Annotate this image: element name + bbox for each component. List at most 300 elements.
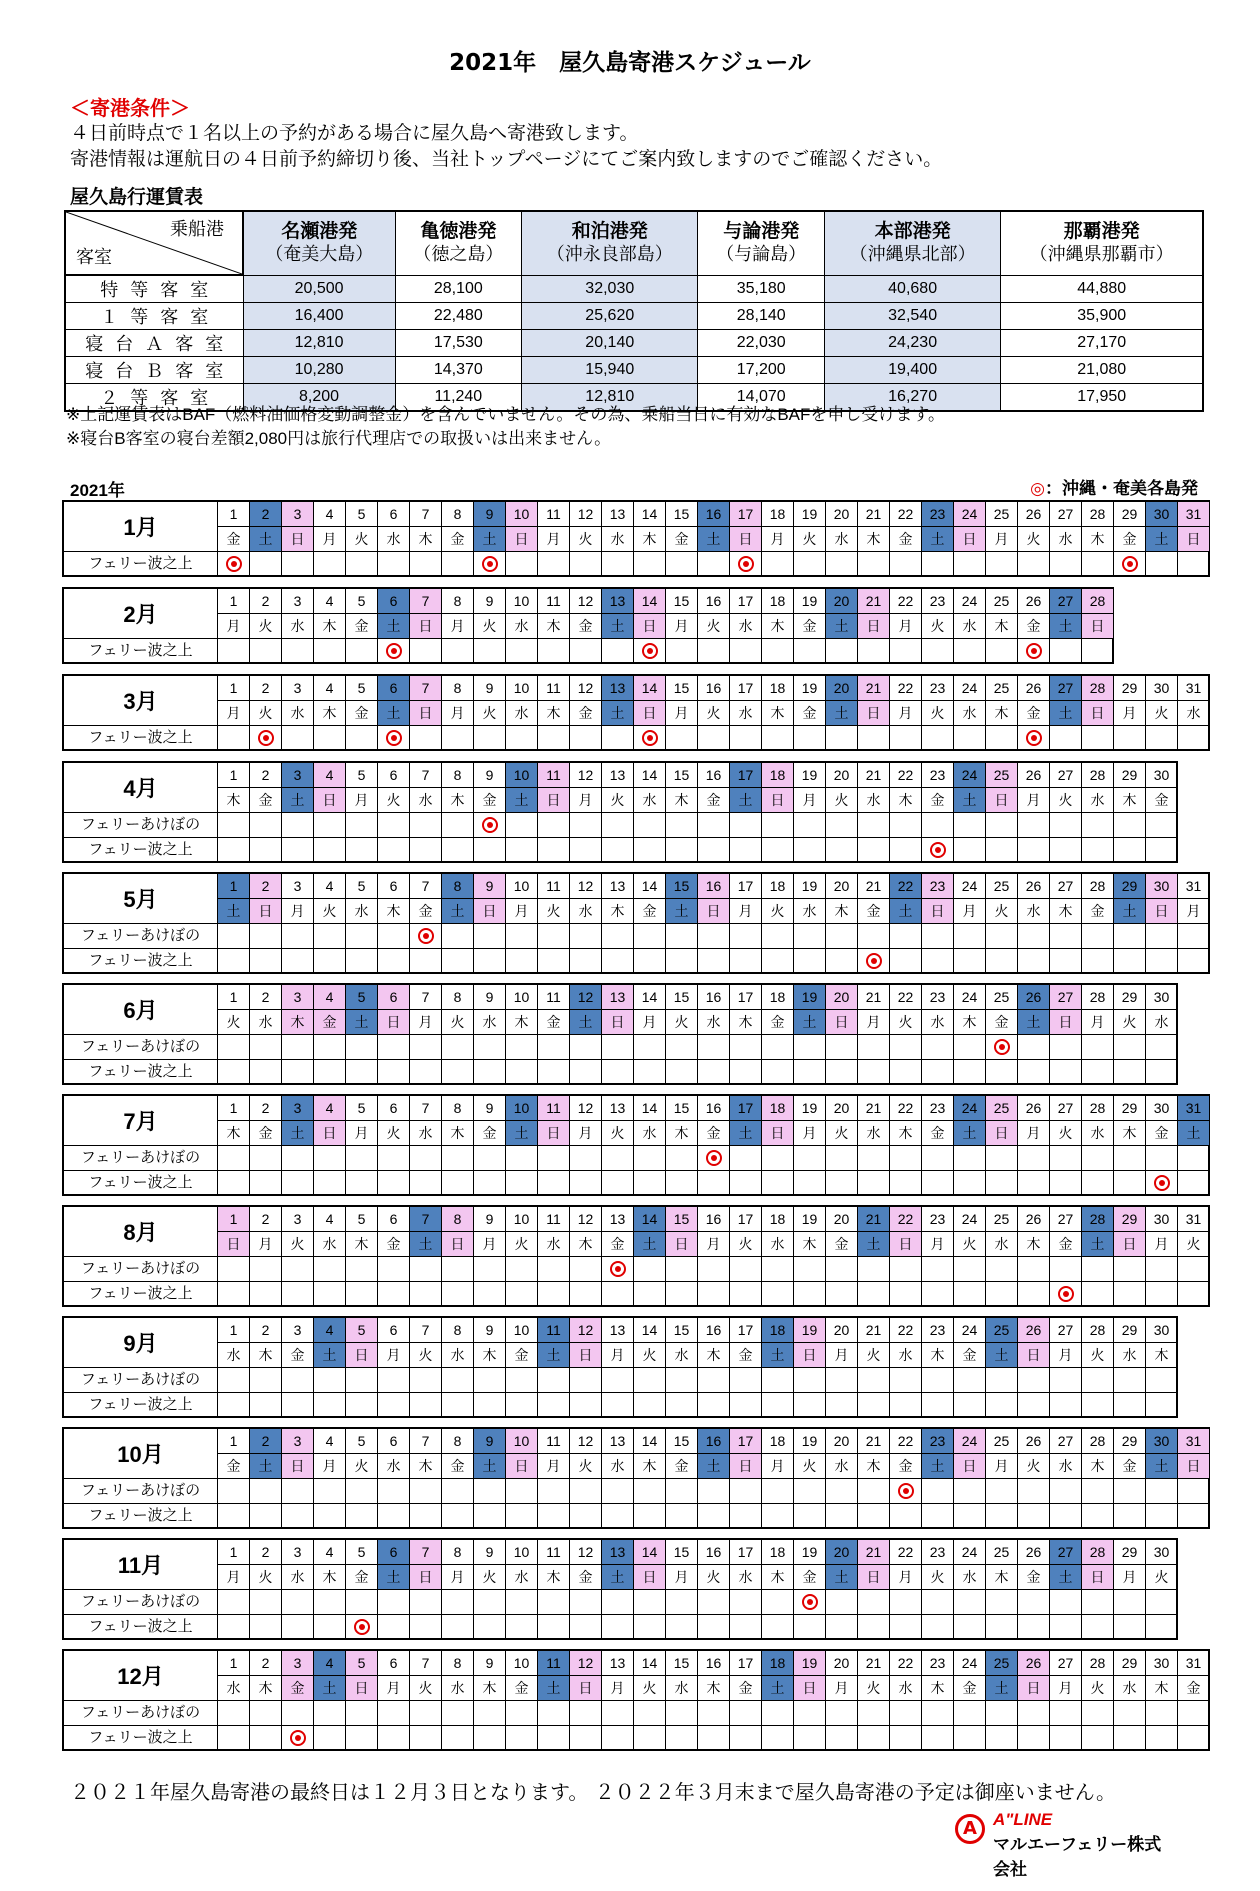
port-call-cell <box>922 1726 954 1751</box>
day-number: 19 <box>794 1651 826 1676</box>
weekday: 木 <box>442 1121 474 1146</box>
day-number: 9 <box>474 1096 506 1121</box>
day-number: 1 <box>218 676 250 701</box>
day-number: 1 <box>218 1429 250 1454</box>
weekday: 木 <box>762 701 794 726</box>
port-call-cell <box>794 1035 826 1060</box>
weekday: 土 <box>602 614 634 639</box>
weekday: 月 <box>474 1232 506 1257</box>
day-number: 26 <box>1018 1651 1050 1676</box>
weekday: 木 <box>1082 1454 1114 1479</box>
weekday: 水 <box>762 1232 794 1257</box>
weekday: 日 <box>634 614 666 639</box>
port-call-cell <box>666 1060 698 1085</box>
fare-cell: 14,070 <box>698 384 824 412</box>
day-number: 24 <box>954 589 986 614</box>
day-number: 25 <box>986 589 1018 614</box>
day-number: 14 <box>634 1096 666 1121</box>
port-call-cell <box>954 1504 986 1529</box>
day-number: 17 <box>730 676 762 701</box>
day-number: 16 <box>698 589 730 614</box>
weekday: 月 <box>1178 899 1210 924</box>
day-number: 27 <box>1050 1540 1082 1565</box>
weekday: 水 <box>1018 899 1050 924</box>
day-number: 23 <box>922 874 954 899</box>
port-call-cell <box>1082 813 1114 838</box>
port-call-cell <box>282 552 314 577</box>
port-call-cell <box>922 1282 954 1307</box>
day-number: 14 <box>634 1318 666 1343</box>
weekday: 土 <box>474 1454 506 1479</box>
day-number: 10 <box>506 1207 538 1232</box>
weekday: 木 <box>1146 1343 1178 1368</box>
company-name: マルエーフェリー株式会社 <box>993 1835 1162 1880</box>
weekday: 月 <box>634 1010 666 1035</box>
day-number: 8 <box>442 1651 474 1676</box>
weekday: 土 <box>698 527 730 552</box>
port-call-cell <box>1146 1282 1178 1307</box>
weekday: 土 <box>378 1565 410 1590</box>
weekday: 木 <box>890 788 922 813</box>
day-number: 17 <box>730 589 762 614</box>
port-call-cell <box>282 1590 314 1615</box>
day-number: 22 <box>890 1651 922 1676</box>
port-call-cell <box>858 1146 890 1171</box>
port-call-cell <box>826 1504 858 1529</box>
day-number: 20 <box>826 1540 858 1565</box>
port-call-cell <box>1082 726 1114 751</box>
port-call-cell <box>634 1615 666 1640</box>
port-call-cell <box>1178 726 1210 751</box>
day-number: 26 <box>1018 1318 1050 1343</box>
port-call-cell <box>314 1479 346 1504</box>
port-call-cell <box>506 1035 538 1060</box>
day-number: 6 <box>378 1540 410 1565</box>
port-call-cell <box>314 949 346 974</box>
port-call-cell <box>730 1257 762 1282</box>
schedule-legend: ◎：沖縄・奄美各島発 <box>1030 479 1198 499</box>
port-call-cell <box>378 1282 410 1307</box>
port-call-cell <box>282 1282 314 1307</box>
day-number: 21 <box>858 985 890 1010</box>
weekday: 金 <box>346 614 378 639</box>
day-number: 15 <box>666 1429 698 1454</box>
port-call-cell <box>602 1615 634 1640</box>
port-call-cell <box>666 1368 698 1393</box>
day-number: 19 <box>794 1318 826 1343</box>
day-number: 1 <box>218 874 250 899</box>
weekday: 土 <box>474 527 506 552</box>
day-number: 10 <box>506 763 538 788</box>
port-call-cell <box>762 639 794 664</box>
day-number: 22 <box>890 1540 922 1565</box>
port-call-mark-icon <box>1058 1286 1074 1302</box>
day-number: 24 <box>954 763 986 788</box>
port-call-cell <box>250 1726 282 1751</box>
day-number: 7 <box>410 874 442 899</box>
weekday: 月 <box>1082 1010 1114 1035</box>
port-call-cell <box>1146 1590 1178 1615</box>
port-call-cell <box>602 1146 634 1171</box>
port-call-cell <box>698 1590 730 1615</box>
port-call-cell <box>890 726 922 751</box>
port-call-cell <box>250 552 282 577</box>
weekday: 土 <box>442 899 474 924</box>
weekday: 火 <box>1018 1454 1050 1479</box>
port-call-cell <box>218 924 250 949</box>
port-call-cell <box>346 552 378 577</box>
port-call-cell <box>538 1393 570 1418</box>
day-number: 21 <box>858 1651 890 1676</box>
weekday: 土 <box>666 899 698 924</box>
port-call-cell <box>250 639 282 664</box>
port-call-cell <box>634 1171 666 1196</box>
port-call-cell <box>986 639 1018 664</box>
day-number: 18 <box>762 676 794 701</box>
port-call-cell <box>890 1726 922 1751</box>
weekday: 日 <box>1178 1454 1210 1479</box>
day-number: 13 <box>602 676 634 701</box>
weekday: 火 <box>570 527 602 552</box>
port-call-cell <box>250 1615 282 1640</box>
weekday: 火 <box>346 527 378 552</box>
port-call-cell <box>506 552 538 577</box>
port-call-cell <box>890 639 922 664</box>
day-number: 11 <box>538 1651 570 1676</box>
port-call-cell <box>762 726 794 751</box>
weekday: 火 <box>986 899 1018 924</box>
port-call-cell <box>218 1257 250 1282</box>
day-number: 29 <box>1114 1096 1146 1121</box>
day-number: 17 <box>730 763 762 788</box>
port-call-cell <box>762 552 794 577</box>
weekday: 水 <box>282 1565 314 1590</box>
port-call-cell <box>250 1060 282 1085</box>
port-call-cell <box>698 924 730 949</box>
day-number: 3 <box>282 502 314 527</box>
day-number: 12 <box>570 589 602 614</box>
port-call-cell <box>1082 1060 1114 1085</box>
weekday: 金 <box>1146 1121 1178 1146</box>
day-number: 19 <box>794 676 826 701</box>
port-call-cell <box>506 949 538 974</box>
port-call-cell <box>1050 1368 1082 1393</box>
day-number: 17 <box>730 502 762 527</box>
weekday: 土 <box>314 1343 346 1368</box>
day-number: 30 <box>1146 1651 1178 1676</box>
day-number: 30 <box>1146 874 1178 899</box>
legend-mark-icon: ◎ <box>1030 479 1045 499</box>
day-number: 13 <box>602 985 634 1010</box>
day-number: 13 <box>602 763 634 788</box>
port-call-cell <box>954 949 986 974</box>
weekday: 水 <box>506 614 538 639</box>
weekday: 木 <box>218 788 250 813</box>
port-call-cell <box>506 1368 538 1393</box>
port-call-cell <box>442 1701 474 1726</box>
day-number: 15 <box>666 763 698 788</box>
port-call-cell <box>346 1171 378 1196</box>
port-call-cell <box>986 1479 1018 1504</box>
port-call-cell <box>762 1257 794 1282</box>
port-call-cell <box>1178 1171 1210 1196</box>
day-number: 15 <box>666 1207 698 1232</box>
port-call-cell <box>954 1035 986 1060</box>
day-number: 5 <box>346 1096 378 1121</box>
day-number: 22 <box>890 1318 922 1343</box>
fare-cell: 28,140 <box>698 303 824 330</box>
weekday: 月 <box>1114 701 1146 726</box>
port-call-cell <box>218 1035 250 1060</box>
day-number: 20 <box>826 1429 858 1454</box>
port-call-cell <box>634 949 666 974</box>
day-number: 29 <box>1114 985 1146 1010</box>
weekday: 日 <box>410 701 442 726</box>
port-call-cell <box>762 813 794 838</box>
port-call-cell <box>890 924 922 949</box>
port-call-cell <box>378 1479 410 1504</box>
day-number: 13 <box>602 589 634 614</box>
port-call-cell <box>826 1393 858 1418</box>
port-call-mark-icon <box>258 730 274 746</box>
day-number: 25 <box>986 1096 1018 1121</box>
port-call-cell <box>378 1726 410 1751</box>
fare-note-baf: ※上記運賃表はBAF（燃料油価格変動調整金）を含んでいません。その為、乗船当日に有効なBAFを申し受けます。 <box>66 405 946 424</box>
weekday: 火 <box>698 1565 730 1590</box>
weekday: 木 <box>474 1676 506 1701</box>
weekday: 月 <box>986 527 1018 552</box>
port-call-cell <box>922 1393 954 1418</box>
day-number: 25 <box>986 763 1018 788</box>
port-header: 名瀬港発 （奄美大島） <box>243 211 395 275</box>
weekday: 日 <box>1018 1676 1050 1701</box>
day-number: 15 <box>666 1540 698 1565</box>
port-call-cell <box>1050 1257 1082 1282</box>
day-number: 2 <box>250 1429 282 1454</box>
port-call-cell <box>1114 1257 1146 1282</box>
port-call-cell <box>538 1615 570 1640</box>
weekday: 金 <box>538 1010 570 1035</box>
day-number: 23 <box>922 1318 954 1343</box>
weekday: 月 <box>762 527 794 552</box>
port-call-cell <box>986 552 1018 577</box>
port-call-cell <box>282 1146 314 1171</box>
port-call-cell <box>730 838 762 863</box>
port-call-cell <box>218 1726 250 1751</box>
port-call-cell <box>634 1257 666 1282</box>
port-call-cell <box>698 1368 730 1393</box>
weekday: 日 <box>954 1454 986 1479</box>
port-call-cell <box>474 1615 506 1640</box>
day-number: 20 <box>826 1096 858 1121</box>
day-number: 5 <box>346 763 378 788</box>
weekday: 水 <box>634 788 666 813</box>
port-call-cell <box>346 1504 378 1529</box>
weekday: 水 <box>218 1343 250 1368</box>
day-number: 12 <box>570 985 602 1010</box>
port-call-cell <box>282 1726 314 1751</box>
port-call-cell <box>410 1171 442 1196</box>
month-calendar <box>62 674 1210 751</box>
day-number: 7 <box>410 1429 442 1454</box>
day-number: 1 <box>218 763 250 788</box>
port-call-cell <box>1114 1035 1146 1060</box>
room-type: １等客室 <box>65 303 243 330</box>
ferry-name: フェリー波之上 <box>64 949 218 974</box>
fare-cell: 10,280 <box>243 357 395 384</box>
port-call-cell <box>1018 1504 1050 1529</box>
day-number: 12 <box>570 1207 602 1232</box>
weekday: 金 <box>250 788 282 813</box>
weekday: 木 <box>922 1343 954 1368</box>
weekday: 日 <box>986 1121 1018 1146</box>
port-call-cell <box>858 838 890 863</box>
port-call-mark-icon <box>642 643 658 659</box>
port-call-cell <box>570 1393 602 1418</box>
day-number: 16 <box>698 874 730 899</box>
day-number: 16 <box>698 1096 730 1121</box>
day-number: 30 <box>1146 1318 1178 1343</box>
port-call-cell <box>666 1615 698 1640</box>
port-call-cell <box>794 1257 826 1282</box>
port-call-cell <box>666 924 698 949</box>
port-call-cell <box>634 1590 666 1615</box>
weekday: 水 <box>666 1676 698 1701</box>
weekday: 火 <box>378 788 410 813</box>
port-call-cell <box>410 1615 442 1640</box>
port-call-cell <box>1114 924 1146 949</box>
port-call-cell <box>1050 1035 1082 1060</box>
day-number: 13 <box>602 1207 634 1232</box>
day-number: 7 <box>410 1651 442 1676</box>
port-call-cell <box>506 813 538 838</box>
port-call-cell <box>858 552 890 577</box>
port-call-cell <box>698 1701 730 1726</box>
weekday: 金 <box>634 899 666 924</box>
port-call-cell <box>922 813 954 838</box>
port-call-cell <box>986 1035 1018 1060</box>
weekday: 土 <box>282 1121 314 1146</box>
day-number: 30 <box>1146 1429 1178 1454</box>
port-call-cell <box>826 1590 858 1615</box>
port-call-cell <box>922 726 954 751</box>
port-call-cell <box>858 1590 890 1615</box>
weekday: 木 <box>826 899 858 924</box>
day-number: 10 <box>506 1096 538 1121</box>
port-call-cell <box>1018 949 1050 974</box>
port-call-cell <box>1146 1393 1178 1418</box>
day-number: 25 <box>986 502 1018 527</box>
day-number: 18 <box>762 1651 794 1676</box>
day-number: 22 <box>890 1429 922 1454</box>
port-call-cell <box>698 949 730 974</box>
day-number: 21 <box>858 1207 890 1232</box>
weekday: 日 <box>1114 1232 1146 1257</box>
day-number: 24 <box>954 985 986 1010</box>
weekday: 金 <box>922 1121 954 1146</box>
port-call-cell <box>890 1282 922 1307</box>
port-call-cell <box>410 1504 442 1529</box>
weekday: 月 <box>218 701 250 726</box>
day-number: 10 <box>506 985 538 1010</box>
port-call-cell <box>474 949 506 974</box>
port-call-cell <box>346 1035 378 1060</box>
port-call-cell <box>634 1060 666 1085</box>
port-call-cell <box>346 1393 378 1418</box>
port-call-cell <box>698 1615 730 1640</box>
port-call-cell <box>410 1282 442 1307</box>
day-number: 1 <box>218 1651 250 1676</box>
weekday: 火 <box>762 899 794 924</box>
port-call-cell <box>250 1479 282 1504</box>
day-number: 18 <box>762 589 794 614</box>
fare-cell: 22,030 <box>698 330 824 357</box>
port-call-cell <box>538 1504 570 1529</box>
weekday: 土 <box>762 1343 794 1368</box>
day-number: 23 <box>922 589 954 614</box>
weekday: 水 <box>954 701 986 726</box>
port-call-cell <box>1018 1479 1050 1504</box>
port-call-cell <box>826 924 858 949</box>
day-number: 24 <box>954 1429 986 1454</box>
day-number: 9 <box>474 1540 506 1565</box>
port-call-cell <box>954 552 986 577</box>
weekday: 土 <box>602 1565 634 1590</box>
weekday: 日 <box>570 1676 602 1701</box>
port-call-cell <box>890 1146 922 1171</box>
port-call-cell <box>858 949 890 974</box>
ferry-name: フェリー波之上 <box>64 1615 218 1640</box>
day-number: 5 <box>346 1540 378 1565</box>
port-call-cell <box>1114 813 1146 838</box>
port-call-cell <box>954 1368 986 1393</box>
day-number: 22 <box>890 763 922 788</box>
weekday: 土 <box>890 899 922 924</box>
port-call-cell <box>346 1615 378 1640</box>
day-number: 19 <box>794 1207 826 1232</box>
day-number: 15 <box>666 1096 698 1121</box>
weekday: 月 <box>602 1343 634 1368</box>
port-call-cell <box>538 552 570 577</box>
day-number: 3 <box>282 1651 314 1676</box>
weekday: 金 <box>954 1343 986 1368</box>
day-number: 9 <box>474 874 506 899</box>
day-number: 17 <box>730 1651 762 1676</box>
weekday: 月 <box>666 701 698 726</box>
port-call-cell <box>986 726 1018 751</box>
weekday: 火 <box>634 1676 666 1701</box>
port-call-cell <box>506 838 538 863</box>
port-call-cell <box>538 1590 570 1615</box>
port-call-cell <box>858 1257 890 1282</box>
ferry-name: フェリーあけぼの <box>64 1590 218 1615</box>
day-number: 28 <box>1082 763 1114 788</box>
port-call-cell <box>314 1615 346 1640</box>
port-call-cell <box>730 1060 762 1085</box>
port-call-cell <box>986 1590 1018 1615</box>
weekday: 火 <box>954 1232 986 1257</box>
day-number: 26 <box>1018 874 1050 899</box>
weekday: 土 <box>1146 1454 1178 1479</box>
port-call-cell <box>1146 949 1178 974</box>
month-calendar <box>62 1094 1210 1196</box>
port-call-cell <box>826 1035 858 1060</box>
port-call-cell <box>250 813 282 838</box>
fare-cell: 35,900 <box>1001 303 1203 330</box>
port-call-cell <box>762 949 794 974</box>
weekday: 火 <box>858 1343 890 1368</box>
weekday: 金 <box>314 1010 346 1035</box>
